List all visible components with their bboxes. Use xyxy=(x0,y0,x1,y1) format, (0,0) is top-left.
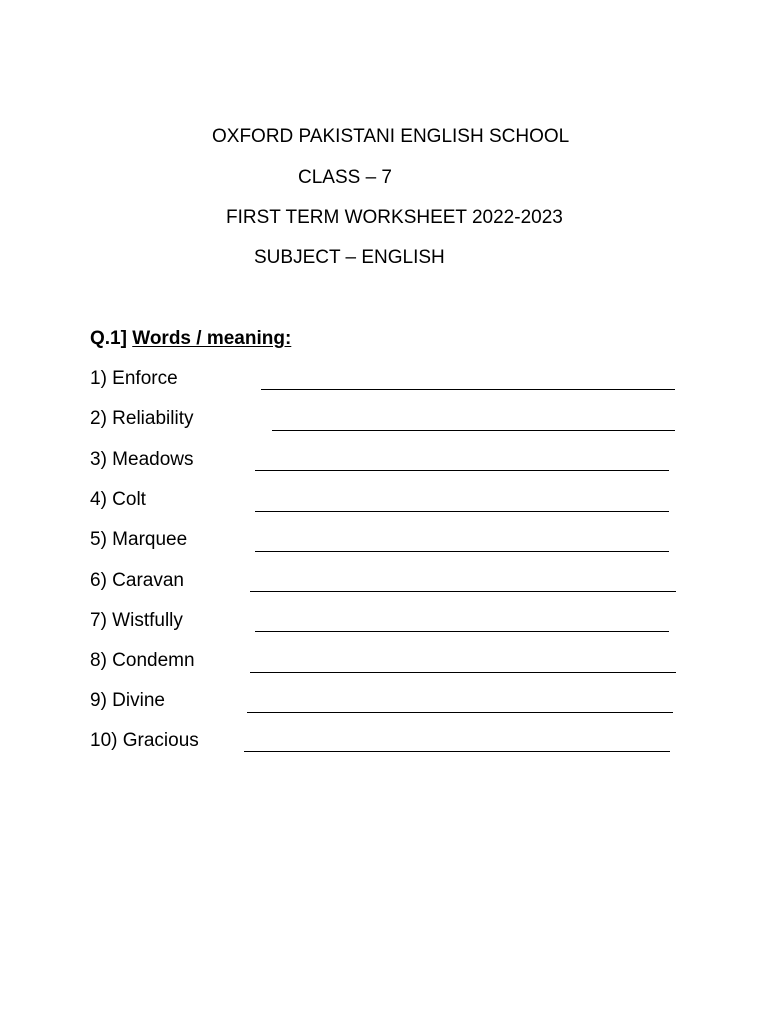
answer-line xyxy=(255,631,669,632)
answer-line xyxy=(255,470,669,471)
word-item: 7) Wistfully xyxy=(90,610,183,631)
school-name: OXFORD PAKISTANI ENGLISH SCHOOL xyxy=(212,126,570,147)
answer-line xyxy=(261,389,675,390)
word-item: 2) Reliability xyxy=(90,408,194,429)
word-item: 5) Marquee xyxy=(90,529,188,550)
answer-line xyxy=(250,591,676,592)
word-item: 1) Enforce xyxy=(90,368,178,389)
question-heading xyxy=(90,328,291,350)
answer-line xyxy=(272,430,675,431)
word-item: 8) Condemn xyxy=(90,650,195,671)
answer-line xyxy=(247,712,673,713)
answer-line xyxy=(255,511,669,512)
word-item: 3) Meadows xyxy=(90,449,194,470)
class-label: CLASS – 7 xyxy=(298,167,392,188)
word-item: 4) Colt xyxy=(90,489,146,510)
answer-line xyxy=(255,551,669,552)
word-item: 10) Gracious xyxy=(90,730,199,751)
subject-label: SUBJECT – ENGLISH xyxy=(254,247,445,268)
word-item: 9) Divine xyxy=(90,690,165,711)
question-number: Q.1] xyxy=(90,328,127,349)
word-item: 6) Caravan xyxy=(90,570,184,591)
question-title: Words / meaning: xyxy=(132,328,292,349)
answer-line xyxy=(250,672,676,673)
answer-line xyxy=(244,751,670,752)
term-title: FIRST TERM WORKSHEET 2022-2023 xyxy=(226,207,563,228)
